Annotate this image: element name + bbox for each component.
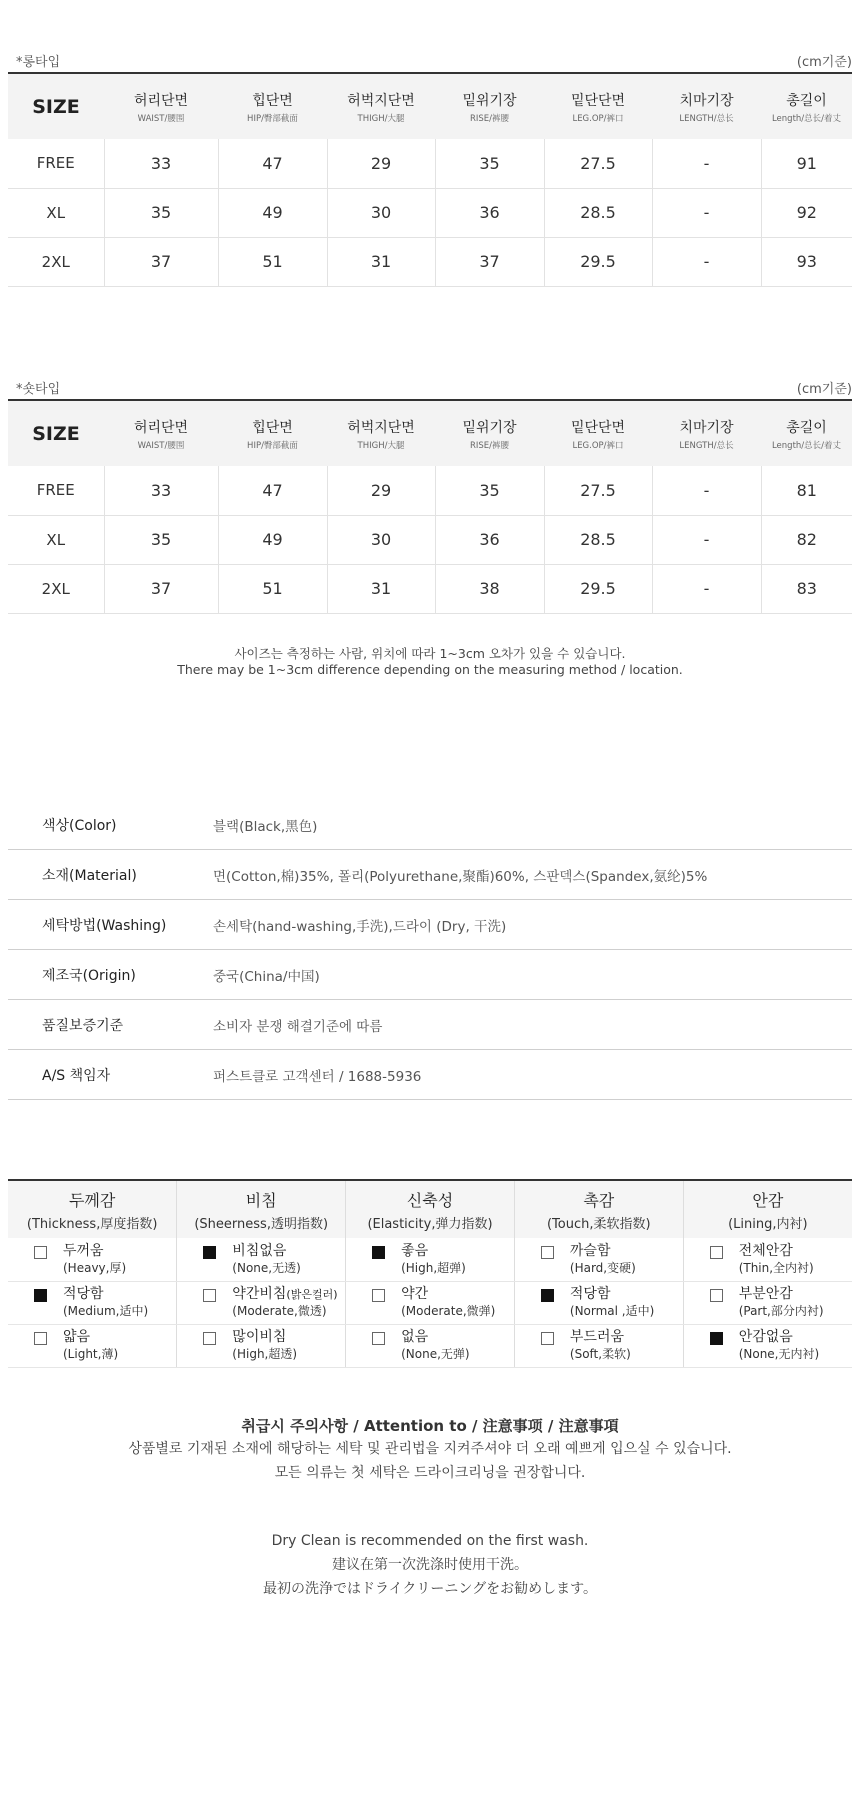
table-cell: 35 [435, 466, 544, 515]
table-cell: - [652, 188, 761, 237]
option-soft: 부드러움 (Soft,柔软) [515, 1329, 683, 1362]
info-row-quality [8, 1000, 852, 1050]
table-row [8, 466, 852, 515]
table-cell: - [652, 139, 761, 188]
info-row-origin [8, 950, 852, 1000]
option-heavy: 두꺼움 (Heavy,厚) [8, 1243, 176, 1276]
option-light: 얇음 (Light,薄) [8, 1329, 176, 1362]
measurement-note-ko: 사이즈는 측정하는 사람, 위치에 따라 1~3cm 오차가 있을 수 있습니다. [234, 646, 626, 661]
option-no-sheer: 비침없음 (None,无透) [177, 1243, 345, 1276]
table-header-row [8, 1180, 852, 1238]
option-partial-lining: 부분안감 (Part,部分内衬) [684, 1286, 852, 1319]
size-table-long [8, 72, 852, 287]
size-section-header [8, 46, 852, 72]
checkbox-icon [34, 1246, 47, 1259]
checkbox-icon [710, 1289, 723, 1302]
table-row [8, 1238, 852, 1281]
unit-label: (cm기준) [796, 382, 852, 397]
info-key: 세탁방법(Washing) [42, 917, 167, 934]
checkbox-icon [541, 1289, 554, 1302]
table-cell: 83 [761, 564, 852, 613]
attention-line: 建议在第一次洗涤时使用干洗。 [332, 1557, 528, 1573]
care-attention [0, 1415, 860, 1601]
col-header-size: SIZE [8, 400, 104, 466]
attention-line: 모든 의류는 첫 세탁은 드라이크리닝을 권장합니다. [274, 1465, 586, 1481]
col-header-waist: 허리단면 WAIST/腰围 [104, 73, 218, 139]
col-header-thigh: 허벅지단면 THIGH/大腿 [327, 400, 435, 466]
table-cell: 33 [104, 139, 218, 188]
col-header-thigh: 허벅지단면 THIGH/大腿 [327, 73, 435, 139]
col-header-touch: 촉감 (Touch,柔软指数) [514, 1180, 683, 1238]
info-key: 제조국(Origin) [42, 967, 136, 984]
table-cell: - [652, 564, 761, 613]
option-high-sheer: 많이비침 (High,超透) [177, 1329, 345, 1362]
info-key: 소재(Material) [42, 867, 137, 884]
col-header-hip: 힙단면 HIP/臀部截面 [218, 73, 327, 139]
table-cell: 35 [104, 515, 218, 564]
measurement-note-en: There may be 1~3cm difference depending on the measuring method / location. [177, 662, 683, 677]
table-header-row [8, 400, 852, 466]
info-value: 소비자 분쟁 해결기준에 따름 [213, 1018, 383, 1035]
col-header-hip: 힙단면 HIP/臀部截面 [218, 400, 327, 466]
attention-title: 취급시 주의사항 / Attention to / 注意事项 / 注意事項 [241, 1417, 619, 1435]
attention-line: 상품별로 기재된 소재에 해당하는 세탁 및 관리법을 지켜주셔야 더 오래 예쁘게 입으실 수 있습니다. [128, 1441, 732, 1457]
table-cell: 35 [435, 139, 544, 188]
table-cell: 33 [104, 466, 218, 515]
col-header-sheerness: 비침 (Sheerness,透明指数) [177, 1180, 346, 1238]
table-cell: 51 [218, 564, 327, 613]
table-cell: 30 [327, 515, 435, 564]
option-full-lining: 전체안감 (Thin,全内衬) [684, 1243, 852, 1276]
table-cell: 31 [327, 564, 435, 613]
checkbox-icon [372, 1332, 385, 1345]
col-header-total-length: 총길이 Length/总长/着丈 [761, 73, 852, 139]
col-header-elasticity: 신축성 (Elasticity,弹力指数) [346, 1180, 515, 1238]
table-cell: 36 [435, 188, 544, 237]
table-cell: 28.5 [544, 188, 652, 237]
size-section-long [8, 46, 852, 287]
checkbox-icon [34, 1332, 47, 1345]
table-row [8, 139, 852, 188]
table-cell: 36 [435, 515, 544, 564]
table-cell: - [652, 237, 761, 286]
sheer-note: (밝은컬러) [286, 1288, 338, 1301]
col-header-skirt-length: 치마기장 LENGTH/总长 [652, 400, 761, 466]
info-value: 블랙(Black,黑色) [213, 818, 318, 835]
table-row [8, 237, 852, 286]
checkbox-icon [710, 1246, 723, 1259]
table-cell: FREE [8, 139, 104, 188]
option-high-elastic: 좋음 (High,超弹) [346, 1243, 514, 1276]
checkbox-icon [203, 1289, 216, 1302]
checkbox-icon [710, 1332, 723, 1345]
table-cell: 51 [218, 237, 327, 286]
attention-line: Dry Clean is recommended on the first wash. [271, 1533, 589, 1549]
option-medium: 적당함 (Medium,适中) [8, 1286, 176, 1319]
fabric-feel-table [8, 1179, 852, 1368]
checkbox-icon [372, 1246, 385, 1259]
col-header-rise: 밑위기장 RISE/裤腰 [435, 73, 544, 139]
table-cell: 49 [218, 515, 327, 564]
col-header-waist: 허리단면 WAIST/腰围 [104, 400, 218, 466]
info-value: 면(Cotton,棉)35%, 폴리(Polyurethane,聚酯)60%, 스판덱스(Spandex,氨纶)5% [213, 868, 708, 885]
option-slight-sheer: 약간비침(밝은컬러) (Moderate,微透) [177, 1286, 345, 1319]
info-value: 손세탁(hand-washing,手洗),드라이 (Dry, 干洗) [213, 918, 507, 935]
col-header-leg-opening: 밑단단면 LEG.OP/裤口 [544, 73, 652, 139]
table-cell: 47 [218, 139, 327, 188]
table-cell: 49 [218, 188, 327, 237]
checkbox-icon [372, 1289, 385, 1302]
col-header-total-length: 총길이 Length/总长/着丈 [761, 400, 852, 466]
info-row-washing [8, 900, 852, 950]
table-cell: 91 [761, 139, 852, 188]
table-cell: 35 [104, 188, 218, 237]
table-cell: 92 [761, 188, 852, 237]
table-cell: - [652, 515, 761, 564]
checkbox-icon [34, 1289, 47, 1302]
table-row [8, 1281, 852, 1324]
table-cell: 31 [327, 237, 435, 286]
option-no-elastic: 없음 (None,无弹) [346, 1329, 514, 1362]
col-header-leg-opening: 밑단단면 LEG.OP/裤口 [544, 400, 652, 466]
option-normal-touch: 적당함 (Normal ,适中) [515, 1286, 683, 1319]
table-cell: 27.5 [544, 139, 652, 188]
option-no-lining: 안감없음 (None,无内衬) [684, 1329, 852, 1362]
table-cell: 47 [218, 466, 327, 515]
table-cell: 28.5 [544, 515, 652, 564]
table-row [8, 1324, 852, 1367]
checkbox-icon [203, 1332, 216, 1345]
info-row-as [8, 1050, 852, 1100]
size-table-short [8, 399, 852, 614]
table-cell: 29.5 [544, 237, 652, 286]
table-row [8, 188, 852, 237]
info-value: 중국(China/中国) [213, 968, 320, 985]
option-slight-elastic: 약간 (Moderate,微弹) [346, 1286, 514, 1319]
table-cell: 93 [761, 237, 852, 286]
info-key: 색상(Color) [42, 817, 117, 834]
checkbox-icon [541, 1246, 554, 1259]
size-type-label: *롱타입 [16, 55, 61, 70]
table-header-row [8, 73, 852, 139]
product-info-table [8, 800, 852, 1100]
info-key: 품질보증기준 [42, 1017, 124, 1034]
col-header-thickness: 두께감 (Thickness,厚度指数) [8, 1180, 177, 1238]
col-header-skirt-length: 치마기장 LENGTH/总长 [652, 73, 761, 139]
col-header-size: SIZE [8, 73, 104, 139]
table-cell: 29 [327, 466, 435, 515]
col-header-lining: 안감 (Lining,内衬) [683, 1180, 852, 1238]
unit-label: (cm기준) [796, 55, 852, 70]
table-cell: 2XL [8, 564, 104, 613]
table-cell: XL [8, 188, 104, 237]
checkbox-icon [203, 1246, 216, 1259]
table-cell: 29.5 [544, 564, 652, 613]
info-value: 퍼스트클로 고객센터 / 1688-5936 [213, 1068, 422, 1085]
table-cell: 37 [104, 564, 218, 613]
table-cell: 27.5 [544, 466, 652, 515]
table-cell: 29 [327, 139, 435, 188]
info-key: A/S 책임자 [42, 1067, 111, 1084]
table-cell: 38 [435, 564, 544, 613]
table-cell: 81 [761, 466, 852, 515]
size-section-short [8, 373, 852, 614]
table-cell: 37 [435, 237, 544, 286]
checkbox-icon [541, 1332, 554, 1345]
info-row-color [8, 800, 852, 850]
table-cell: 37 [104, 237, 218, 286]
table-cell: 82 [761, 515, 852, 564]
table-cell: FREE [8, 466, 104, 515]
table-row [8, 515, 852, 564]
size-section-header [8, 373, 852, 399]
size-type-label: *숏타입 [16, 382, 61, 397]
table-row [8, 564, 852, 613]
option-hard: 까슬함 (Hard,变硬) [515, 1243, 683, 1276]
table-cell: 30 [327, 188, 435, 237]
info-row-material [8, 850, 852, 900]
table-cell: - [652, 466, 761, 515]
table-cell: XL [8, 515, 104, 564]
attention-line: 最初の洗浄ではドライクリーニングをお勧めします。 [263, 1581, 597, 1597]
col-header-rise: 밑위기장 RISE/裤腰 [435, 400, 544, 466]
table-cell: 2XL [8, 237, 104, 286]
measurement-note [0, 646, 860, 678]
